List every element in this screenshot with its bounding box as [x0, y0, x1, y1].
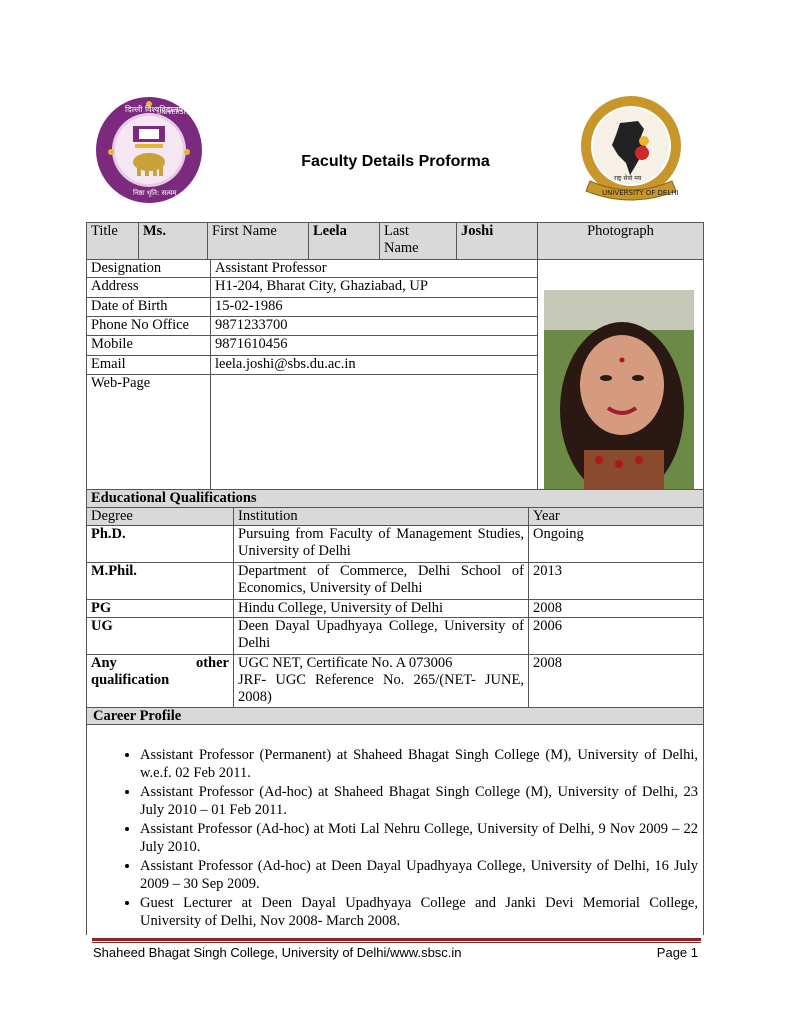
list-item: • Assistant Professor (Ad-hoc) at Shaheed Bhagat Singh College (M), University of Delhi, 23 July 2010 – 01 Feb 2011.	[140, 783, 698, 819]
photograph-label: Photograph	[538, 223, 704, 260]
year-cell: 2013	[529, 563, 704, 600]
institution-cell: Pursuing from Faculty of Management Studies, University of Delhi	[234, 526, 529, 563]
webpage-label: Web-Page	[87, 374, 211, 490]
year-cell: 2008	[529, 655, 704, 710]
svg-text:UNIVERSITY OF DELHI: UNIVERSITY OF DELHI	[157, 109, 223, 116]
institution-line: JRF- UGC Reference No. 265/(NET- JUNE, 2008)	[238, 672, 524, 705]
col-institution: Institution	[234, 508, 529, 526]
last-name-value: Joshi	[457, 223, 538, 260]
page-title: Faculty Details Proforma	[301, 153, 490, 170]
phone-office-label: Phone No Office	[87, 316, 211, 335]
institution-cell: Deen Dayal Upadhyaya College, University of Delhi	[234, 618, 529, 655]
footer-divider-thin	[92, 942, 701, 943]
designation-label: Designation	[87, 260, 211, 278]
mobile-value: 9871610456	[211, 336, 538, 355]
webpage-value	[211, 374, 538, 490]
title-value: Ms.	[139, 223, 208, 260]
table-row	[87, 655, 704, 710]
svg-text:राष्ट्र सेवो मय: राष्ट्र सेवो मय	[614, 175, 642, 182]
education-heading: Educational Qualifications	[87, 490, 704, 508]
degree-cell: UG	[87, 618, 234, 655]
degree-cell: Ph.D.	[87, 526, 234, 563]
year-cell: 2008	[529, 600, 704, 618]
year-cell: 2006	[529, 618, 704, 655]
career-profile-list	[100, 746, 698, 931]
dob-label: Date of Birth	[87, 297, 211, 316]
faculty-photograph	[544, 290, 694, 490]
institution-cell: Department of Commerce, Delhi School of Economics, University of Delhi	[234, 563, 529, 600]
page-number: Page 1	[656, 945, 698, 960]
institution-line: UGC NET, Certificate No. A 073006	[238, 655, 453, 671]
address-value: H1-204, Bharat City, Ghaziabad, UP	[211, 278, 538, 297]
education-table	[86, 489, 704, 710]
table-row	[87, 526, 704, 563]
career-profile-heading: Career Profile	[86, 707, 704, 725]
institution-cell	[234, 655, 529, 710]
svg-text:निष्ठा धृति: सत्यम्: निष्ठा धृति: सत्यम्	[133, 189, 177, 197]
address-label: Address	[87, 278, 211, 297]
footer-text: Shaheed Bhagat Singh College, University of Delhi/www.sbsc.in	[93, 945, 462, 960]
table-row	[87, 563, 704, 600]
title-label: Title	[87, 223, 139, 260]
table-row	[87, 600, 704, 618]
list-item: • Assistant Professor (Permanent) at Shaheed Bhagat Singh College (M), University of Delhi, w.e.f. 02 Feb 2011.	[140, 746, 698, 782]
email-value: leela.joshi@sbs.du.ac.in	[211, 355, 538, 374]
degree-cell: M.Phil.	[87, 563, 234, 600]
first-name-value: Leela	[309, 223, 380, 260]
degree-cell: Any other qualification	[87, 655, 234, 710]
contact-details-table	[86, 259, 704, 491]
last-name-label: Last Name	[380, 223, 457, 260]
list-item: • Guest Lecturer at Deen Dayal Upadhyaya College and Janki Devi Memorial College, University of Delhi, Nov 2008- March 2008.	[140, 894, 698, 930]
photograph-cell	[538, 260, 704, 491]
col-year: Year	[529, 508, 704, 526]
institution-cell: Hindu College, University of Delhi	[234, 600, 529, 618]
table-row	[87, 618, 704, 655]
dob-value: 15-02-1986	[211, 297, 538, 316]
shaheed-bhagat-singh-college-logo	[580, 95, 682, 207]
svg-text:UNIVERSITY OF DELHI: UNIVERSITY OF DELHI	[602, 189, 679, 197]
personal-details-table	[86, 222, 704, 260]
col-degree: Degree	[87, 508, 234, 526]
phone-office-value: 9871233700	[211, 316, 538, 335]
footer-divider	[92, 938, 701, 941]
year-cell: Ongoing	[529, 526, 704, 563]
designation-value: Assistant Professor	[211, 260, 538, 278]
list-item: • Assistant Professor (Ad-hoc) at Moti Lal Nehru College, University of Delhi, 9 Nov 2009 – 22 July 2010.	[140, 820, 698, 856]
email-label: Email	[87, 355, 211, 374]
list-item: • Assistant Professor (Ad-hoc) at Deen Dayal Upadhyaya College, University of Delhi, 16 July 2009 – 30 Sep 2009.	[140, 857, 698, 893]
svg-text:दिल्ली विश्वविद्यालय: दिल्ली विश्वविद्यालय	[125, 105, 184, 114]
mobile-label: Mobile	[87, 336, 211, 355]
degree-cell: PG	[87, 600, 234, 618]
university-of-delhi-logo	[95, 96, 223, 204]
first-name-label: First Name	[208, 223, 309, 260]
